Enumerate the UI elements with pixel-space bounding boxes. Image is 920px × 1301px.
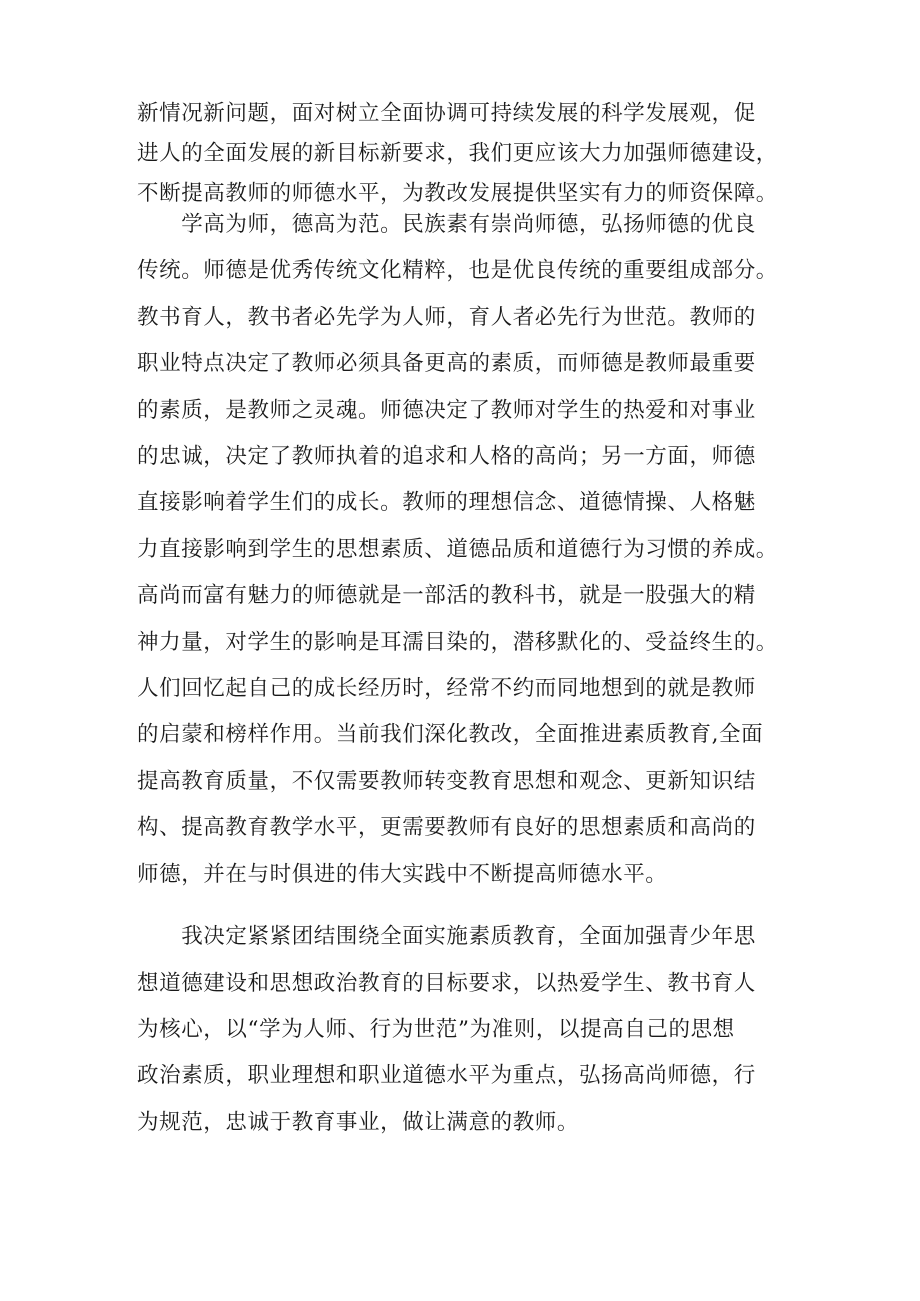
text-line: 直接影响着学生们的成长。教师的理想信念、道德情操、人格魅 bbox=[137, 490, 756, 516]
text-line: 的启蒙和榜样作用。当前我们深化教改，全面推进素质教育,全面 bbox=[137, 722, 764, 748]
text-line: 想道德建设和思想政治教育的目标要求，以热爱学生、教书育人 bbox=[137, 970, 756, 996]
text-line: 教书育人，教书者必先学为人师，育人者必先行为世范。教师的 bbox=[137, 304, 756, 330]
text-line: 的忠诚，决定了教师执着的追求和人格的高尚；另一方面，师德 bbox=[137, 444, 756, 470]
text-line: 学高为师，德高为范。民族素有崇尚师德，弘扬师德的优良 bbox=[137, 212, 756, 237]
paragraph-spacer bbox=[137, 898, 797, 914]
text-line: 提高教育质量，不仅需要教师转变教育思想和观念、更新知识结 bbox=[137, 768, 756, 794]
text-line: 的素质，是教师之灵魂。师德决定了教师对学生的热爱和对事业 bbox=[137, 397, 756, 423]
text-line: 进人的全面发展的新目标新要求，我们更应该大力加强师德建设， bbox=[137, 141, 778, 166]
paragraph-commitment bbox=[137, 914, 797, 1146]
text-line: 师德，并在与时俱进的伟大实践中不断提高师德水平。 bbox=[137, 861, 668, 887]
body-paragraphs bbox=[137, 202, 797, 1146]
paragraph-teacher-ethics bbox=[137, 202, 797, 898]
text-line: 传统。师德是优秀传统文化精粹，也是优良传统的重要组成部分。 bbox=[137, 258, 778, 284]
text-line: 政治素质，职业理想和职业道德水平为重点，弘扬高尚师德，行 bbox=[137, 1063, 756, 1089]
text-line: 新情况新问题，面对树立全面协调可持续发展的科学发展观，促 bbox=[137, 101, 756, 126]
text-line: 为规范，忠诚于教育事业，做让满意的教师。 bbox=[137, 1109, 580, 1135]
text-line: 神力量，对学生的影响是耳濡目染的，潜移默化的、受益终生的。 bbox=[137, 629, 778, 655]
text-line: 高尚而富有魅力的师德就是一部活的教科书，就是一股强大的精 bbox=[137, 583, 756, 609]
text-line: 构、提高教育教学水平，更需要教师有良好的思想素质和高尚的 bbox=[137, 815, 756, 841]
text-line: 不断提高教师的师德水平，为教改发展提供坚实有力的师资保障。 bbox=[137, 181, 778, 206]
text-line: 为核心，以“学为人师、行为世范”为准则，以提高自己的思想 bbox=[137, 1016, 735, 1042]
text-line: 力直接影响到学生的思想素质、道德品质和道德行为习惯的养成。 bbox=[137, 536, 778, 562]
text-line: 人们回忆起自己的成长经历时，经常不约而同地想到的就是教师 bbox=[137, 676, 756, 702]
text-line: 我决定紧紧团结围绕全面实施素质教育，全面加强青少年思 bbox=[137, 924, 756, 950]
text-line: 职业特点决定了教师必须具备更高的素质，而师德是教师最重要 bbox=[137, 351, 756, 377]
paragraph-continuation bbox=[137, 94, 797, 214]
